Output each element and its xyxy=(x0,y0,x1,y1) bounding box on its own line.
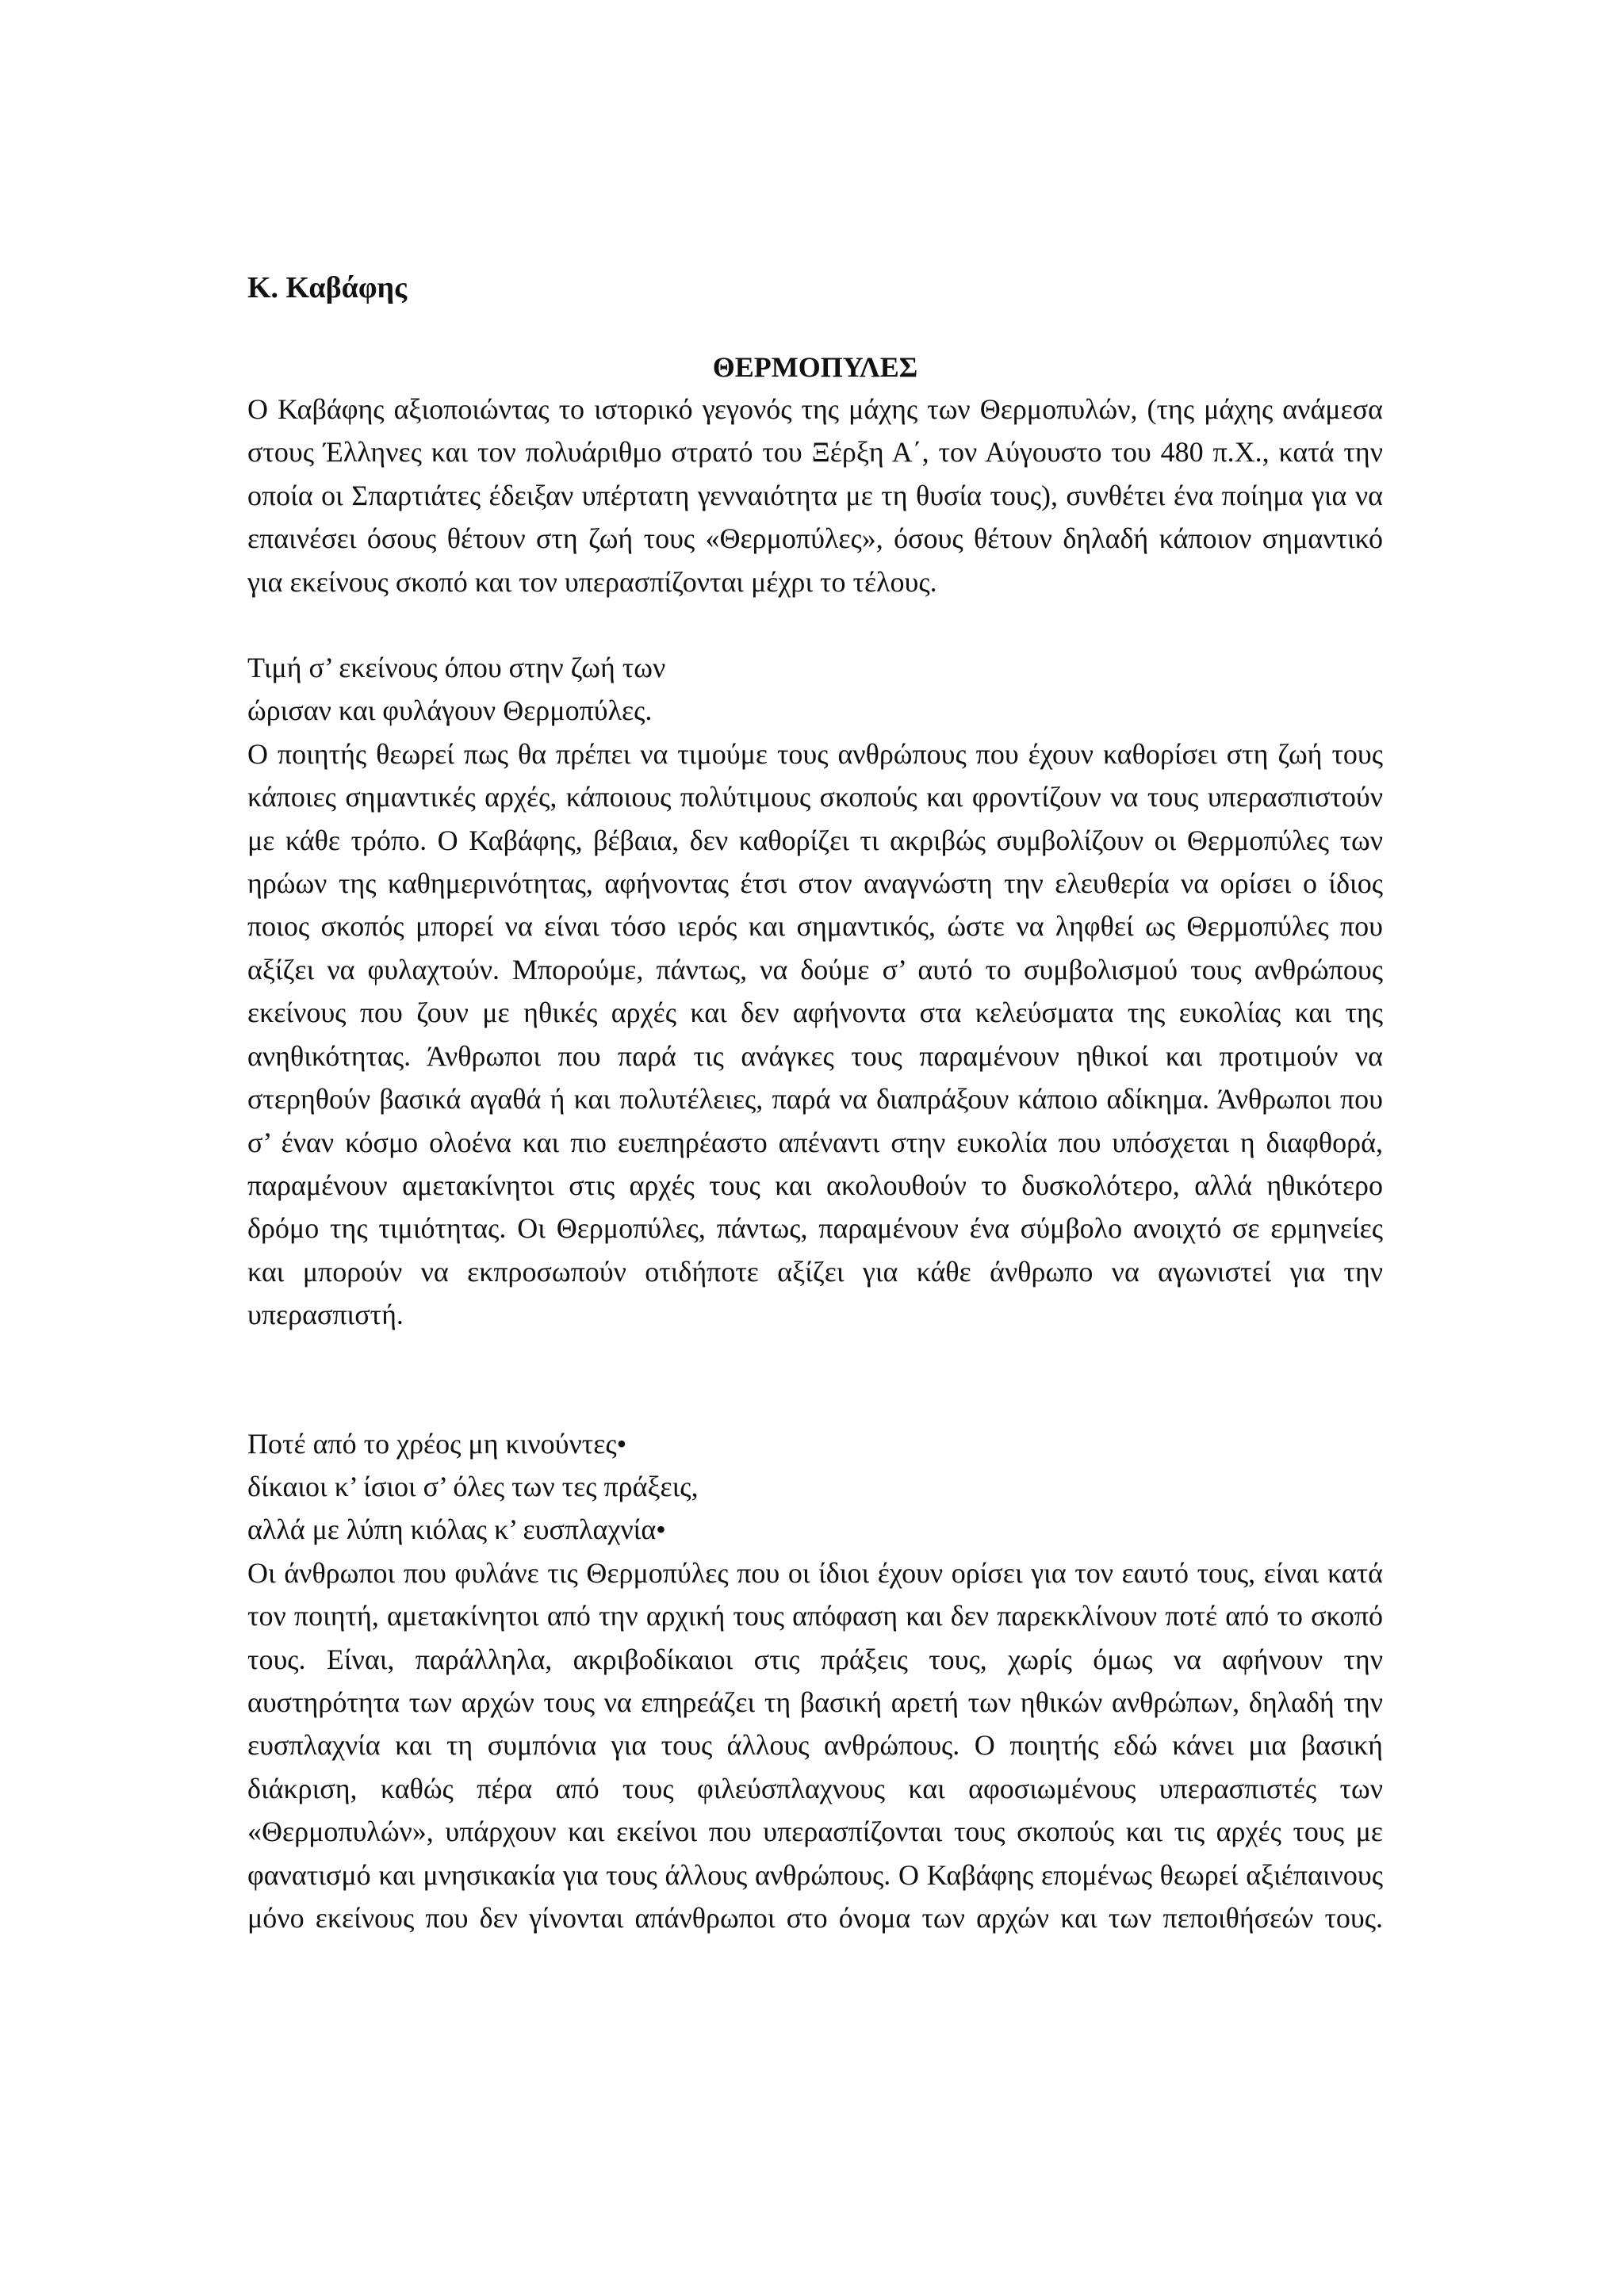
paragraph-analysis: Ο ποιητής θεωρεί πως θα πρέπει να τιμούμε τους ανθρώπους που έχουν καθορίσει στη ζωή τους κάποιες σημαντικές αρχές, κάποιους πολύτιμους σκοπούς και φροντίζουν να τους υπερασπιστούν με κάθε τρόπο. Ο Καβάφης, βέβαια, δεν καθορίζει τι ακριβώς συμβολίζουν οι Θερμοπύλες των ηρώων της καθημερινότητας, αφήνοντας έτσι στον αναγνώστη την ελευθερία να ορίσει ο ίδιος ποιος σκοπός μπορεί να είναι τόσο ιερός και σημαντικός, ώστε να ληφθεί ως Θερμοπύλες που αξίζει να φυλαχτούν. Μπορούμε, πάντως, να δούμε σ’ αυτό το συμβολισμού τους ανθρώπους εκείνους που ζουν με ηθικές αρχές και δεν αφήνοντα στα κελεύσματα της ευκολίας και της ανηθικότητας. Άνθρωποι που παρά τις ανάγκες τους παραμένουν ηθικοί και προτιμούν να στερηθούν βασικά αγαθά ή και πολυτέλειες, παρά να διαπράξουν κάποιο αδίκημα. Άνθρωποι που σ’ έναν κόσμο ολοένα και πιο ευεπηρέαστο απέναντι στην ευκολία που υπόσχεται η διαφθορά, παραμένουν αμετακίνητοι στις αρχές τους και ακολουθούν το δυσκολότερο, αλλά ηθικότερο δρόμο της τιμιότητας. Οι Θερμοπύλες, πάντως, παραμένουν ένα σύμβολο ανοιχτό σε ερμηνείες και μπορούν να εκπροσωπούν οτιδήποτε αξίζει για κάθε άνθρωπο να αγωνιστεί για την υπερασπιστή. xyxy=(247,737,1383,1331)
document-content xyxy=(247,267,1383,1939)
author-heading: Κ. Καβάφης xyxy=(247,271,408,304)
verse-quote-2 xyxy=(247,1422,1383,1552)
paragraph-conclusion: Οι άνθρωποι που φυλάνε τις Θερμοπύλες που οι ίδιοι έχουν ορίσει για τον εαυτό τους, είναι κατά τον ποιητή, αμετακίνητοι από την αρχική τους απόφαση και δεν παρεκκλίνουν ποτέ από το σκοπό τους. Είναι, παράλληλα, ακριβοδίκαιοι στις πράξεις τους, χωρίς όμως να αφήνουν την αυστηρότητα των αρχών τους να επηρεάζει τη βασική αρετή των ηθικών ανθρώπων, δηλαδή την ευσπλαχνία και τη συμπόνια για τους άλλους ανθρώπους. Ο ποιητής εδώ κάνει μια βασική διάκριση, καθώς πέρα από τους φιλεύσπλαχνους και αφοσιωμένους υπερασπιστές των «Θερμοπυλών», υπάρχουν και εκείνοι που υπερασπίζονται τους σκοπούς και τις αρχές τους με φανατισμό και μνησικακία για τους άλλους ανθρώπους. Ο Καβάφης επομένως θεωρεί αξιέπαινους μόνο εκείνους που δεν γίνονται απάνθρωποι στο όνομα των αρχών και των πεποιθήσεών τους. xyxy=(247,1556,1383,1934)
paragraph-introduction: Ο Καβάφης αξιοποιώντας το ιστορικό γεγονός της μάχης των Θερμοπυλών, (της μάχης ανάμεσα στους Έλληνες και τον πολυάριθμο στρατό του Ξέρξη Α΄, τον Αύγουστο του 480 π.Χ., κατά την οποία οι Σπαρτιάτες έδειξαν υπέρτατη γενναιότητα με τη θυσία τους), συνθέτει ένα ποίημα για να επαινέσει όσους θέτουν στη ζωή τους «Θερμοπύλες», όσους θέτουν δηλαδή κάποιον σημαντικό για εκείνους σκοπό και τον υπερασπίζονται μέχρι το τέλους. xyxy=(247,393,1383,598)
verse-line: ώρισαν και φυλάγουν Θερμοπύλες. xyxy=(247,695,653,727)
verse-quote-1 xyxy=(247,646,1383,733)
verse-line: δίκαιοι κ’ ίσιοι σ’ όλες των τες πράξεις, xyxy=(247,1470,699,1502)
verse-line: Ποτέ από το χρέος μη κινούντες• xyxy=(247,1427,627,1460)
verse-line: αλλά με λύπη κιόλας κ’ ευσπλαχνία• xyxy=(247,1513,666,1546)
poem-title: ΘΕΡΜΟΠΥΛΕΣ xyxy=(712,351,918,383)
verse-line: Τιμή σ’ εκείνους όπου στην ζωή των xyxy=(247,652,666,684)
